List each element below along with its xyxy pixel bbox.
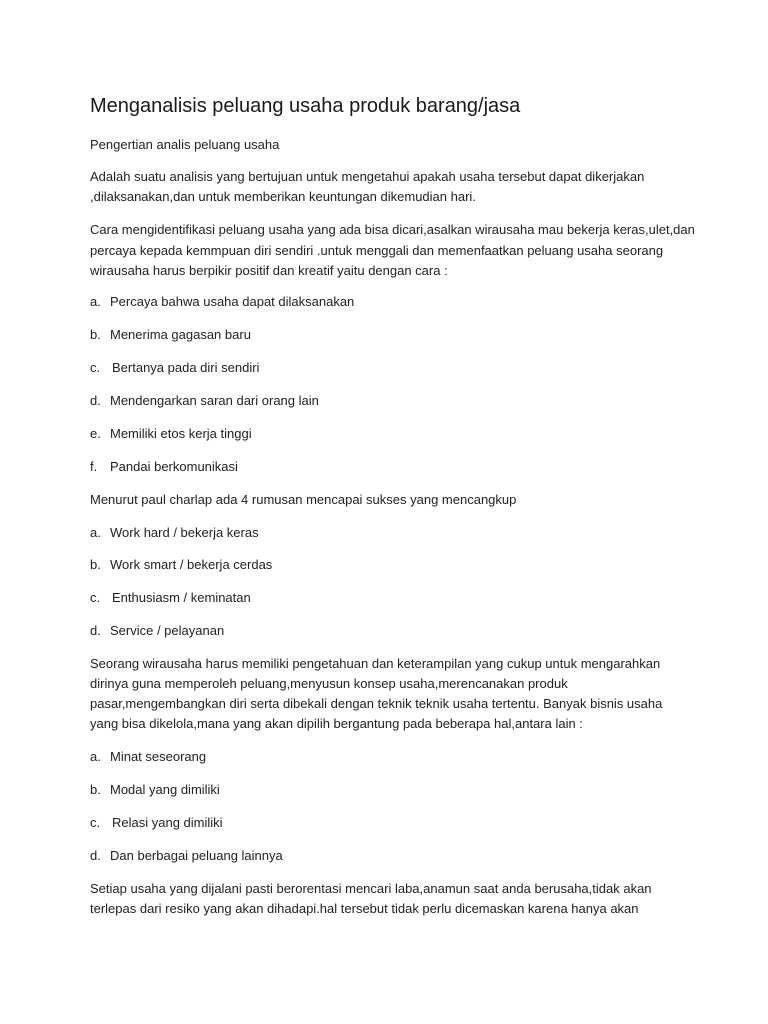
list-item-text: Work smart / bekerja cerdas: [110, 557, 273, 572]
list-item: [90, 813, 223, 833]
knowledge-line-2: dirinya guna memperoleh peluang,menyusun konsep usaha,merencanakan produk: [90, 676, 568, 691]
list-marker: d.: [90, 848, 101, 863]
list-item-text: Relasi yang dimiliki: [112, 815, 223, 830]
list-item: [90, 325, 251, 345]
charlap-intro: Menurut paul charlap ada 4 rumusan mencapai sukses yang mencangkup: [90, 492, 517, 507]
list-item-text: Memiliki etos kerja tinggi: [110, 426, 252, 441]
list-item: [90, 457, 238, 477]
list-marker: c.: [90, 360, 101, 375]
list-item: [90, 358, 259, 378]
list-item: [90, 523, 259, 543]
closing-line-1: Setiap usaha yang dijalani pasti berorentasi mencari laba,anamun saat anda berusaha,tidak akan: [90, 881, 652, 896]
closing-line-2: terlepas dari resiko yang akan dihadapi.hal tersebut tidak perlu dicemaskan karena hanya akan: [90, 901, 639, 916]
list-item-text: Modal yang dimiliki: [110, 782, 220, 797]
list-marker: a.: [90, 525, 101, 540]
knowledge-line-1: Seorang wirausaha harus memiliki pengetahuan dan keterampilan yang cukup untuk mengarahkan: [90, 656, 661, 671]
list-marker: d.: [90, 623, 101, 638]
list-item: [90, 292, 354, 312]
knowledge-line-3: pasar,mengembangkan diri serta dibekali dengan teknik teknik usaha tertentu. Banyak bisnis usaha: [90, 696, 663, 711]
list-marker: c.: [90, 815, 101, 830]
definition-line-1: Adalah suatu analisis yang bertujuan untuk mengetahui apakah usaha tersebut dapat dikerjakan: [90, 169, 645, 184]
list-item: [90, 846, 283, 866]
list-item-text: Enthusiasm / keminatan: [112, 590, 251, 605]
list-item-text: Pandai berkomunikasi: [110, 459, 238, 474]
list-item-text: Dan berbagai peluang lainnya: [110, 848, 283, 863]
list-item-text: Mendengarkan saran dari orang lain: [110, 393, 319, 408]
list-marker: f.: [90, 459, 98, 474]
list-item: [90, 424, 252, 444]
definition-line-2: ,dilaksanakan,dan untuk memberikan keuntungan dikemudian hari.: [90, 189, 476, 204]
list-marker: b.: [90, 557, 101, 572]
list-item-text: Bertanya pada diri sendiri: [112, 360, 260, 375]
list-marker: d.: [90, 393, 101, 408]
identification-line-1: Cara mengidentifikasi peluang usaha yang ada bisa dicari,asalkan wirausaha mau bekerja keras,ulet,dan: [90, 222, 695, 237]
list-marker: a.: [90, 294, 101, 309]
identification-line-2: percaya kepada kemmpuan diri sendiri .untuk menggali dan memenfaatkan peluang usaha seorang: [90, 243, 664, 258]
list-marker: e.: [90, 426, 101, 441]
subheading: Pengertian analis peluang usaha: [90, 137, 280, 152]
list-item: [90, 747, 206, 767]
list-item: [90, 780, 220, 800]
list-item: [90, 621, 224, 641]
list-item-text: Service / pelayanan: [110, 623, 225, 638]
list-item-text: Minat seseorang: [110, 749, 207, 764]
list-item-text: Work hard / bekerja keras: [110, 525, 259, 540]
page-title: Menganalisis peluang usaha produk barang/jasa: [90, 95, 521, 117]
list-item-text: Menerima gagasan baru: [110, 327, 251, 342]
knowledge-line-4: yang bisa dikelola,mana yang akan dipilih bergantung pada beberapa hal,antara lain :: [90, 716, 583, 731]
list-marker: a.: [90, 749, 101, 764]
list-item: [90, 555, 272, 575]
list-marker: c.: [90, 590, 101, 605]
list-item: [90, 588, 251, 608]
list-marker: b.: [90, 782, 101, 797]
identification-line-3: wirausaha harus berpikir positif dan kreatif yaitu dengan cara :: [90, 263, 448, 278]
list-item: [90, 391, 319, 411]
list-marker: b.: [90, 327, 101, 342]
list-item-text: Percaya bahwa usaha dapat dilaksanakan: [110, 294, 355, 309]
